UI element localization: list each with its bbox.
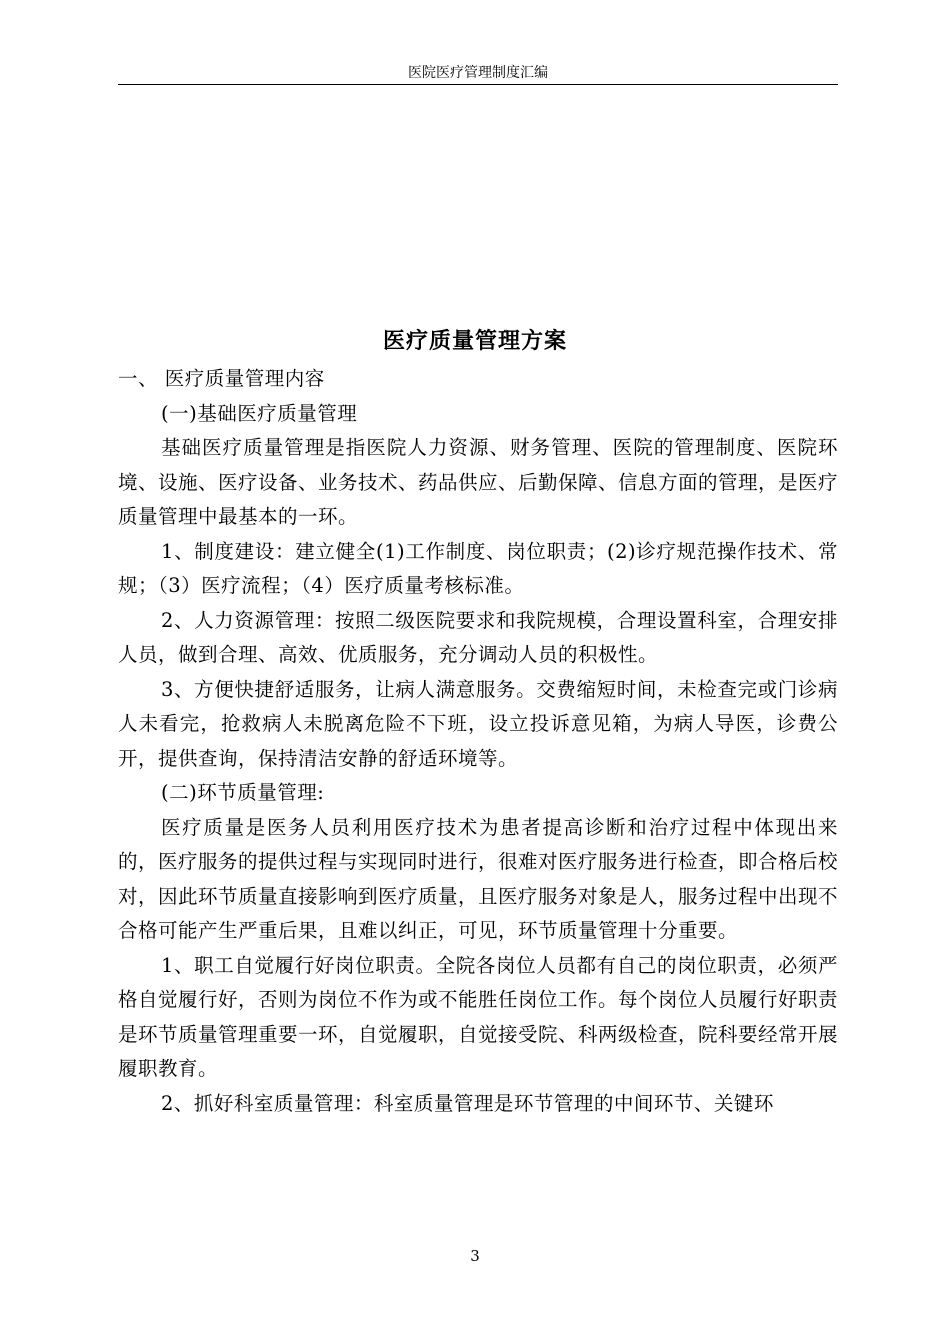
- paragraph: 3、方便快捷舒适服务，让病人满意服务。交费缩短时间，未检查完或门诊病人未看完，抢救病人未脱离危险不下班，设立投诉意见箱，为病人导医，诊费公开，提供查询，保持清洁安静的舒适环境等。: [118, 677, 838, 770]
- document-title: 医疗质量管理方案: [382, 328, 567, 354]
- subsection-heading: (二)环节质量管理:: [161, 781, 325, 804]
- page-number: 3: [470, 1247, 480, 1265]
- running-header: 医院医疗管理制度汇编: [118, 64, 838, 85]
- document-body: [118, 362, 838, 1121]
- paragraph: 1、制度建设：建立健全(1)工作制度、岗位职责；(2)诊疗规范操作技术、常规；（3）医疗流程；（4）医疗质量考核标准。: [118, 539, 838, 597]
- paragraph: 1、职工自觉履行好岗位职责。全院各岗位人员都有自己的岗位职责，必须严格自觉履行好，否则为岗位不作为或不能胜任岗位工作。每个岗位人员履行好职责是环节质量管理重要一环，自觉履职，自觉接受院、科两级检查，院科要经常开展履职教育。: [118, 953, 839, 1080]
- paragraph: 2、人力资源管理：按照二级医院要求和我院规模，合理设置科室，合理安排人员，做到合理、高效、优质服务，充分调动人员的积极性。: [118, 608, 838, 666]
- subsection-heading: (一)基础医疗质量管理: [161, 401, 358, 425]
- paragraph: 基础医疗质量管理是指医院人力资源、财务管理、医院的管理制度、医院环境、设施、医疗设备、业务技术、药品供应、后勤保障、信息方面的管理，是医疗质量管理中最基本的一环。: [118, 436, 839, 528]
- paragraph: 2、抓好科室质量管理：科室质量管理是环节管理的中间环节、关键环: [161, 1091, 774, 1115]
- paragraph: 医疗质量是医务人员利用医疗技术为患者提高诊断和治疗过程中体现出来的，医疗服务的提供过程与实现同时进行，很难对医疗服务进行检查，即合格后校对，因此环节质量直接影响到医疗质量，且医疗服务对象是人，服务过程中出现不合格可能产生严重后果，且难以纠正，可见，环节质量管理十分重要。: [118, 815, 839, 942]
- section-heading: 一、 医疗质量管理内容: [118, 367, 325, 390]
